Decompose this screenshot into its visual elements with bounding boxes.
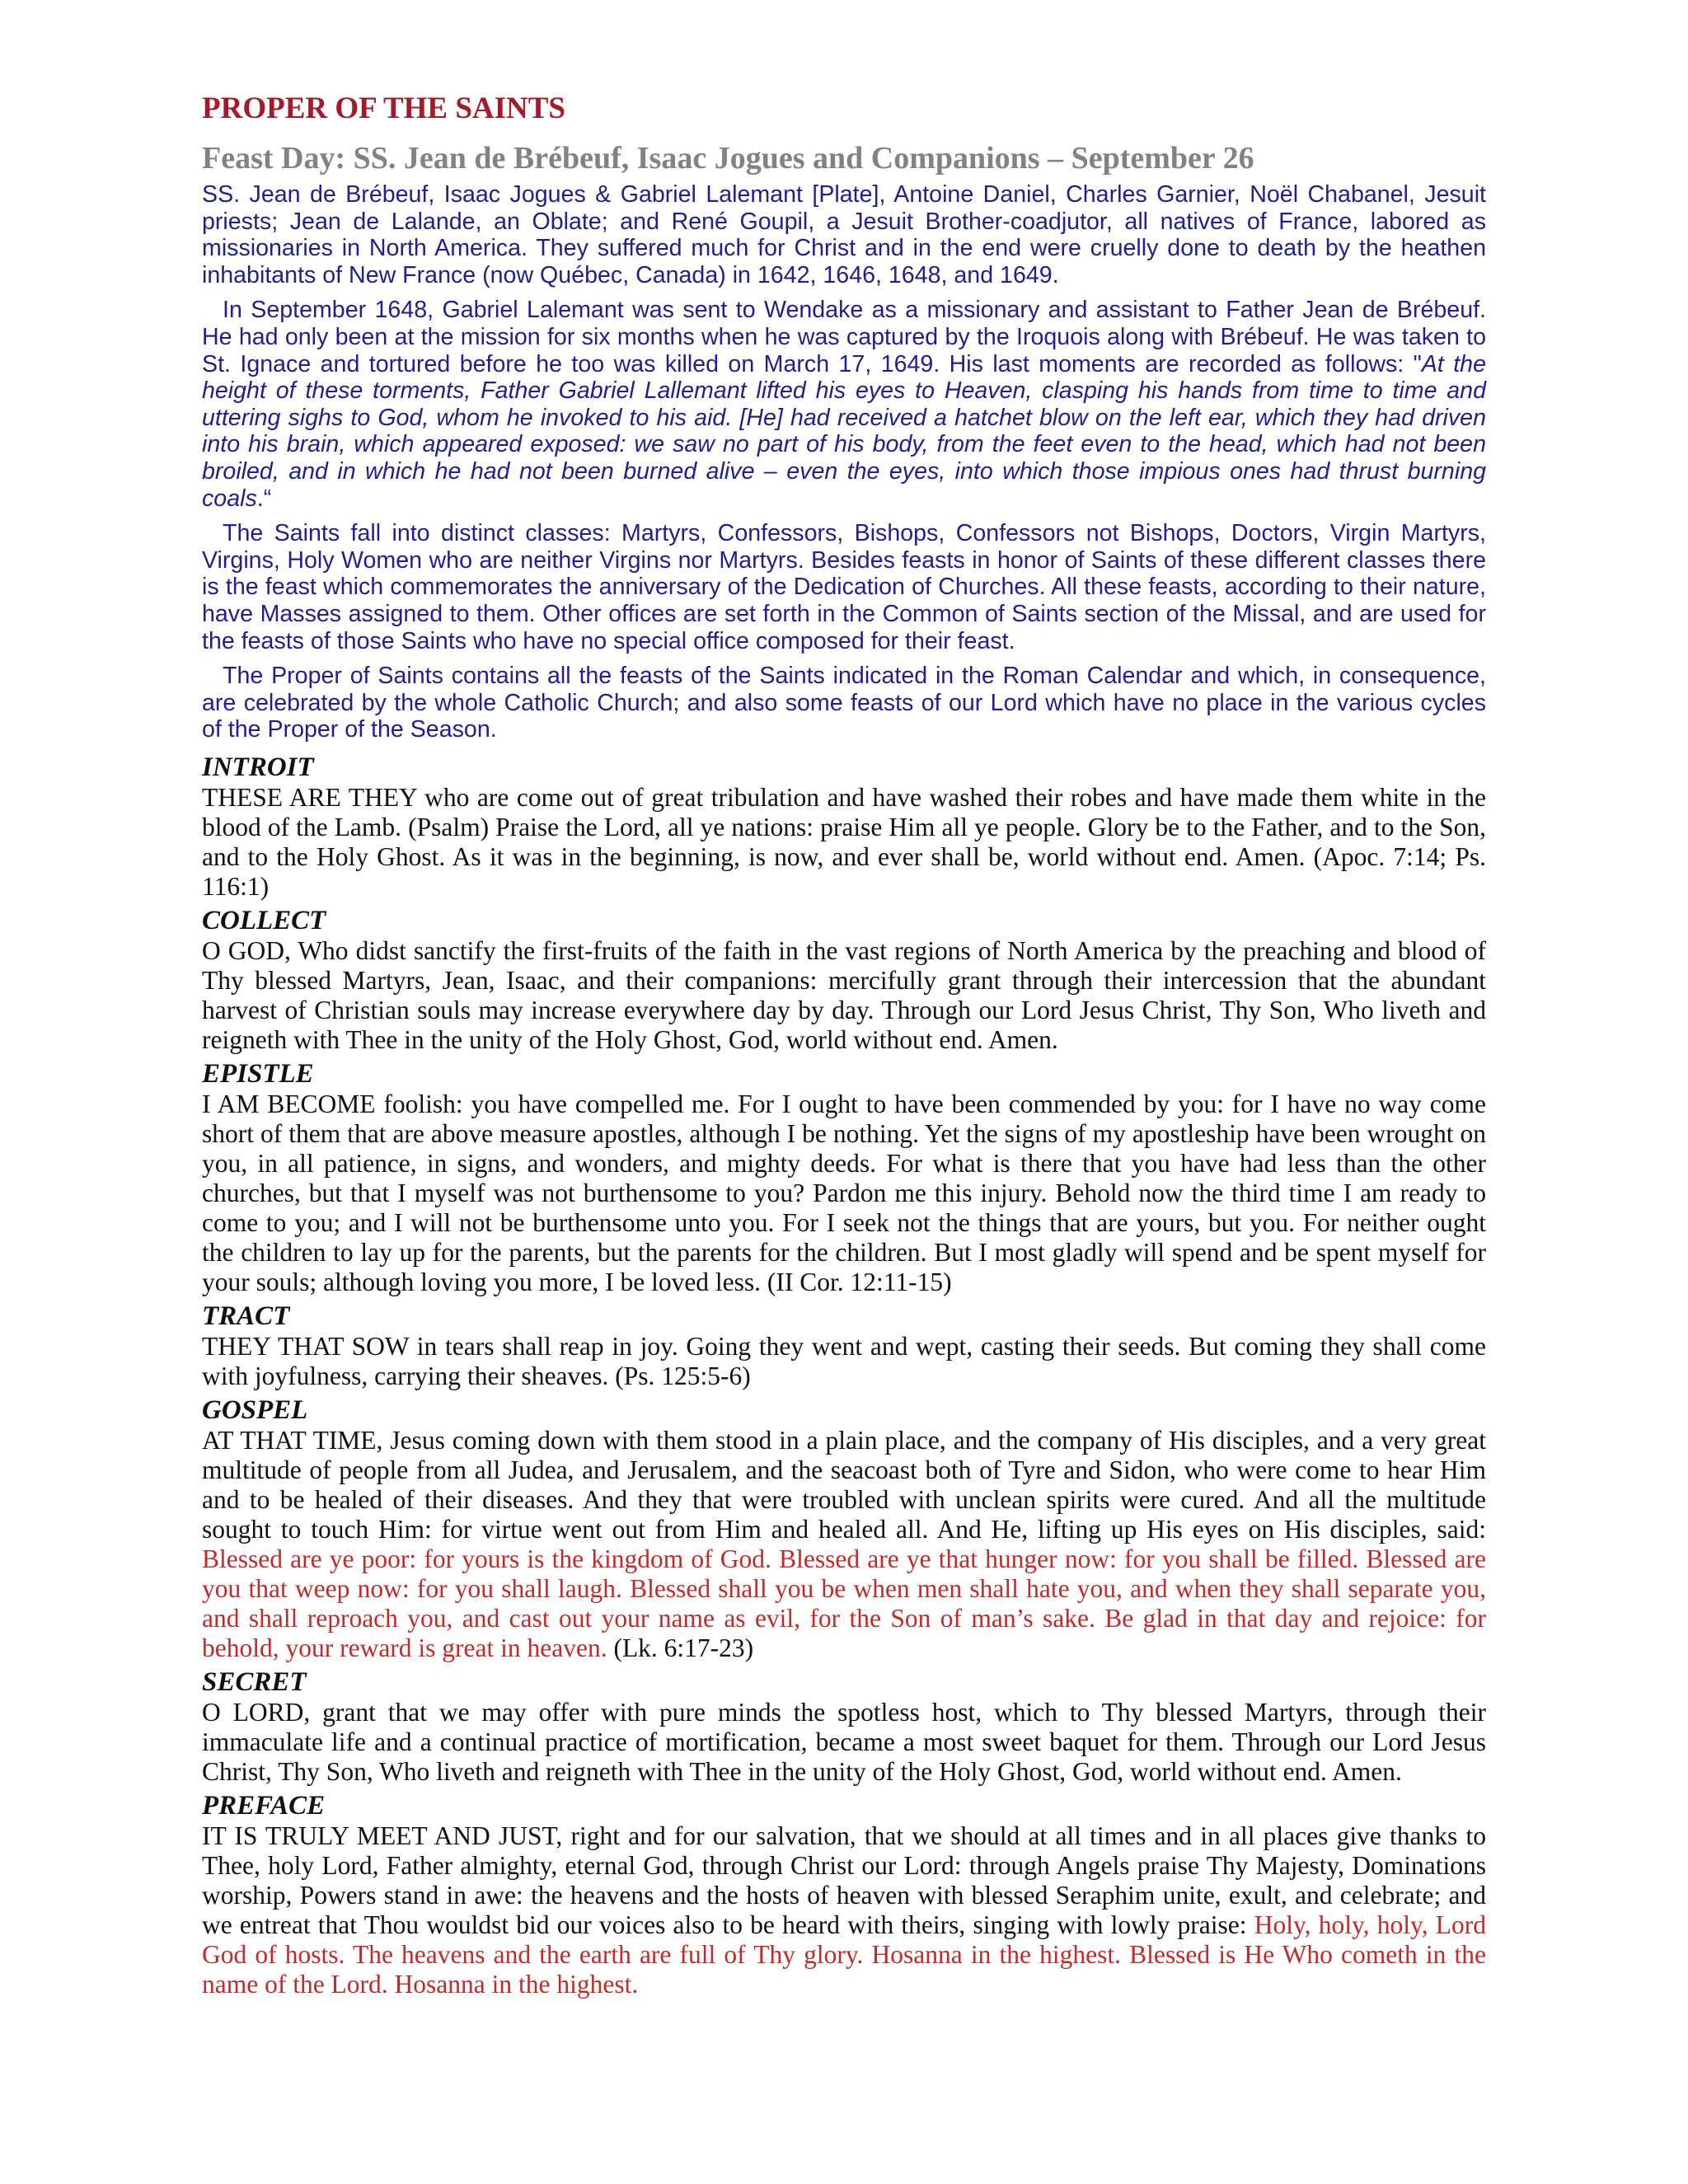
intro-paragraph-2 [202,297,1486,512]
gospel-narrative: AT THAT TIME, Jesus coming down with them stood in a plain place, and the company of His disciples, and a very great multitude of people from all Judea, and Jerusalem, and the seacoast both of Tyre and Sidon, who were come to hear Him and to be healed of their diseases. And they that were troubled with unclean spirits were cured. And all the multitude sought to touch Him: for virtue went out from Him and healed all. And He, lifting up His eyes on His disciples, said: [202,1425,1486,1544]
epistle-heading: EPISTLE [202,1058,314,1089]
intro-paragraph-3: The Saints fall into distinct classes: Martyrs, Confessors, Bishops, Confessors not Bishops, Doctors, Virgin Martyrs, Virgins, Holy Women who are neither Virgins nor Martyrs. Besides feasts in honor of Saints of these different classes there is the feast which commemorates the anniversary of the Dedication of Churches. All these feasts, according to their nature, have Masses assigned to them. Other offices are set forth in the Common of Saints section of the Missal, and are used for the feasts of those Saints who have no special office composed for their feast. [202,520,1486,654]
preface-body: IT IS TRULY MEET AND JUST, right and for our salvation, that we should at all times and in all places give thanks to Thee, holy Lord, Father almighty, eternal God, through Christ our Lord: through Angels praise Thy Majesty, Dominations worship, Powers stand in awe: the heavens and the hosts of heaven with blessed Seraphim unite, exult, and celebrate; and we entreat that Thou wouldst bid our voices also to be heard with theirs, singing with lowly praise: [202,1821,1486,1939]
document-page [202,89,1486,2003]
gospel-beatitudes: Blessed are ye poor: for yours is the kingdom of God. Blessed are ye that hunger now: for you shall be filled. Blessed are you that weep now: for you shall laugh. Blessed shall you be when men shall hate you, and when they shall separate you, and shall reproach you, and cast out your name as evil, for the Son of man’s sake. Be glad in that day and rejoice: for behold, your reward is great in heaven. [202,1544,1486,1662]
epistle-text: I AM BECOME foolish: you have compelled me. For I ought to have been commended by you: for I have no way come short of them that are above measure apostles, although I be nothing. Yet the signs of my apostleship have been wrought on you, in all patience, in signs, and wonders, and mighty deeds. For what is there that you have had less than the other churches, but that I myself was not burthensome to you? Pardon me this injury. Behold now the third time I am ready to come to you; and I will not be burthensome unto you. For I seek not the things that are yours, but you. For neither ought the children to lay up for the parents, but the parents for the children. But I most gladly will spend and be spent myself for your souls; although loving you more, I be loved less. (II Cor. 12:11-15) [202,1089,1486,1296]
collect-text: O GOD, Who didst sanctify the first-fruits of the faith in the vast regions of North America by the preaching and blood of Thy blessed Martyrs, Jean, Isaac, and their companions: mercifully grant through their intercession that the abundant harvest of Christian souls may increase everywhere day by day. Through our Lord Jesus Christ, Thy Son, Who liveth and reigneth with Thee in the unity of the Holy Ghost, God, world without end. Amen. [202,935,1486,1054]
secret-heading: SECRET [202,1666,307,1697]
tract-heading: TRACT [202,1301,290,1331]
tract-text: THEY THAT SOW in tears shall reap in joy. Going they went and wept, casting their seeds. But coming they shall come with joyfulness, carrying their sheaves. (Ps. 125:5-6) [202,1331,1486,1390]
gospel-reference: (Lk. 6:17-23) [607,1633,754,1662]
secret-text: O LORD, grant that we may offer with pure minds the spotless host, which to Thy blessed Martyrs, through their immaculate life and a continual practice of mortification, became a most sweet baquet for them. Through our Lord Jesus Christ, Thy Son, Who liveth and reigneth with Thee in the unity of the Holy Ghost, God, world without end. Amen. [202,1697,1486,1786]
intro-paragraph-2-text: In September 1648, Gabriel Lalemant was sent to Wendake as a missionary and assistant to Father Jean de Brébeuf. He had only been at the mission for six months when he was captured by the Iroquois along with Brébeuf. He was taken to St. Ignace and tortured before he too was killed on March 17, 1649. His last moments are recorded as follows: " [202,297,1486,377]
introit-heading: INTROIT [202,752,314,782]
preface-sanctus: Holy, holy, holy, Lord God of hosts. The heavens and the earth are full of Thy glory. Hosanna in the highest. Blessed is He Who cometh in the name of the Lord. Hosanna in the highest. [202,1910,1486,1999]
preface-heading: PREFACE [202,1790,326,1821]
introit-text: THESE ARE THEY who are come out of great tribulation and have washed their robes and have made them white in the blood of the Lamb. (Psalm) Praise the Lord, all ye nations: praise Him all ye people. Glory be to the Father, and to the Son, and to the Holy Ghost. As it was in the beginning, is now, and ever shall be, world without end. Amen. (Apoc. 7:14; Ps. 116:1) [202,782,1486,901]
preface-text [202,1821,1486,1999]
gospel-text [202,1426,1486,1663]
collect-heading: COLLECT [202,905,326,935]
gospel-heading: GOSPEL [202,1394,308,1425]
feast-day-heading: Feast Day: SS. Jean de Brébeuf, Isaac Jogues and Companions – September 26 [202,141,1254,176]
intro-paragraph-2-end: .“ [256,485,272,512]
page-title: PROPER OF THE SAINTS [202,91,566,125]
intro-paragraph-4: The Proper of Saints contains all the feasts of the Saints indicated in the Roman Calendar and which, in consequence, are celebrated by the whole Catholic Church; and also some feasts of our Lord which have no place in the various cycles of the Proper of the Season. [202,663,1486,743]
intro-paragraph-1: SS. Jean de Brébeuf, Isaac Jogues & Gabriel Lalemant [Plate], Antoine Daniel, Charles Garnier, Noël Chabanel, Jesuit priests; Jean de Lalande, an Oblate; and René Goupil, a Jesuit Brother-coadjutor, all natives of France, labored as missionaries in North America. They suffered much for Christ and in the end were cruelly done to death by the heathen inhabitants of New France (now Québec, Canada) in 1642, 1646, 1648, and 1649. [202,181,1486,288]
lalemant-quote: At the height of these torments, Father Gabriel Lallemant lifted his eyes to Heaven, clasping his hands from time to time and uttering sighs to God, whom he invoked to his aid. [He] had received a hatchet blow on the left ear, which they had driven into his brain, which appeared exposed: we saw no part of his body, from the feet even to the head, which had not been broiled, and in which he had not been burned alive – even the eyes, into which those impious ones had thrust burning coals [202,350,1486,512]
